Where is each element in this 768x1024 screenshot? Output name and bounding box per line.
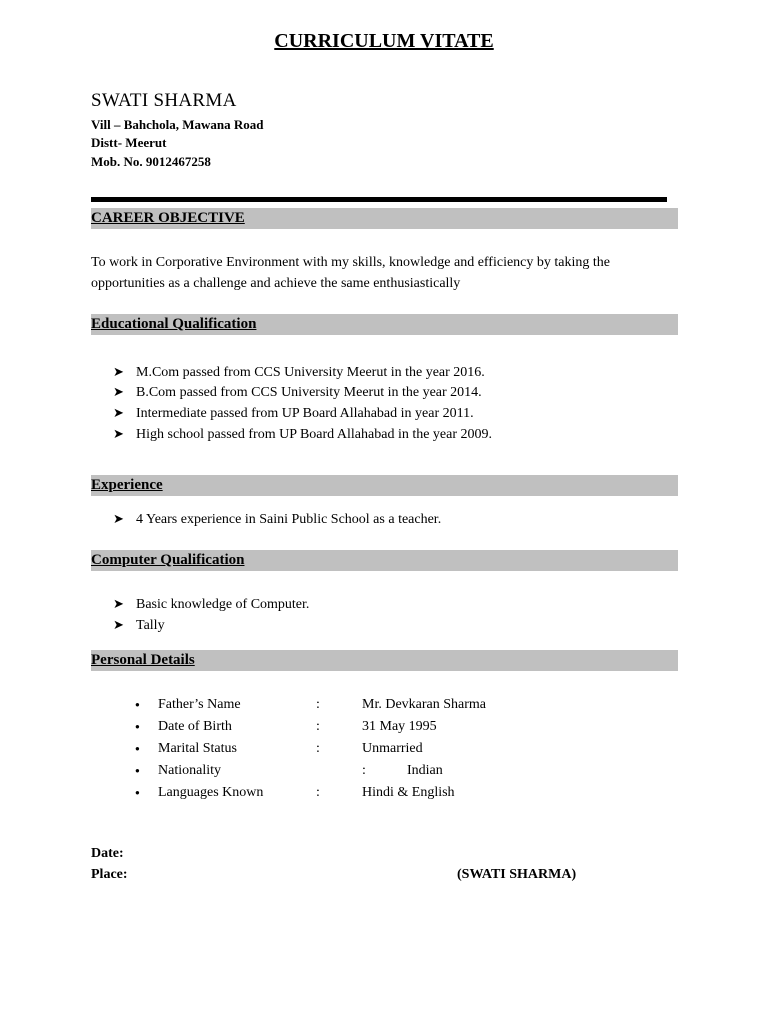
personal-value: Hindi & English <box>362 785 455 800</box>
personal-label: Date of Birth <box>158 719 232 734</box>
personal-row-father <box>135 694 655 716</box>
personal-separator: : <box>316 741 320 756</box>
education-item <box>113 423 492 445</box>
arrow-bullet-icon: ➤ <box>113 384 124 399</box>
personal-separator: : <box>316 719 320 734</box>
education-item <box>113 402 474 424</box>
experience-item <box>113 508 441 530</box>
place-label: Place: <box>91 867 128 882</box>
personal-row-languages <box>135 782 655 804</box>
bullet-icon: ● <box>135 766 140 775</box>
arrow-bullet-icon: ➤ <box>113 426 124 441</box>
bullet-icon: ● <box>135 744 140 753</box>
personal-separator: : <box>362 763 366 778</box>
arrow-bullet-icon: ➤ <box>113 596 124 611</box>
section-heading-career: CAREER OBJECTIVE <box>91 210 245 226</box>
section-heading-education: Educational Qualification <box>91 316 257 332</box>
personal-row-dob <box>135 716 655 738</box>
bullet-icon: ● <box>135 700 140 709</box>
personal-value: Indian <box>407 763 443 778</box>
date-label: Date: <box>91 846 124 861</box>
career-objective-line-1: To work in Corporative Environment with my skills, knowledge and efficiency by taking the <box>91 255 610 270</box>
personal-separator: : <box>316 785 320 800</box>
personal-label: Father’s Name <box>158 697 241 712</box>
personal-row-marital <box>135 738 655 760</box>
candidate-name: SWATI SHARMA <box>91 90 237 111</box>
personal-value: Unmarried <box>362 741 423 756</box>
arrow-bullet-icon: ➤ <box>113 405 124 420</box>
education-item-text: M.Com passed from CCS University Meerut in the year 2016. <box>136 365 485 380</box>
education-item <box>113 361 485 383</box>
career-objective-line-2: opportunities as a challenge and achieve the same enthusiastically <box>91 276 461 291</box>
signature-name: (SWATI SHARMA) <box>457 867 577 882</box>
personal-row-nationality <box>135 760 655 782</box>
computer-item-text: Tally <box>136 618 165 633</box>
header-divider <box>91 197 667 202</box>
arrow-bullet-icon: ➤ <box>113 364 124 379</box>
computer-item <box>113 593 309 615</box>
computer-item <box>113 614 165 636</box>
computer-item-text: Basic knowledge of Computer. <box>136 597 310 612</box>
education-item-text: Intermediate passed from UP Board Allahabad in year 2011. <box>136 406 474 421</box>
personal-label: Languages Known <box>158 785 264 800</box>
section-heading-experience: Experience <box>91 477 163 493</box>
bullet-icon: ● <box>135 722 140 731</box>
section-heading-computer: Computer Qualification <box>91 552 245 568</box>
mobile-number: Mob. No. 9012467258 <box>91 154 211 169</box>
personal-value: Mr. Devkaran Sharma <box>362 697 487 712</box>
document-title: CURRICULUM VITATE <box>274 30 494 52</box>
personal-label: Nationality <box>158 763 221 778</box>
experience-item-text: 4 Years experience in Saini Public School as a teacher. <box>136 512 442 527</box>
personal-label: Marital Status <box>158 741 237 756</box>
bullet-icon: ● <box>135 788 140 797</box>
education-item-text: High school passed from UP Board Allahabad in the year 2009. <box>136 427 493 442</box>
address-line-2: Distt- Meerut <box>91 135 167 150</box>
personal-separator: : <box>316 697 320 712</box>
education-item <box>113 381 482 403</box>
address-line-1: Vill – Bahchola, Mawana Road <box>91 117 264 132</box>
arrow-bullet-icon: ➤ <box>113 617 124 632</box>
personal-value: 31 May 1995 <box>362 719 437 734</box>
section-band-experience <box>91 475 678 496</box>
section-heading-personal: Personal Details <box>91 652 195 668</box>
arrow-bullet-icon: ➤ <box>113 511 124 526</box>
education-item-text: B.Com passed from CCS University Meerut in the year 2014. <box>136 385 482 400</box>
